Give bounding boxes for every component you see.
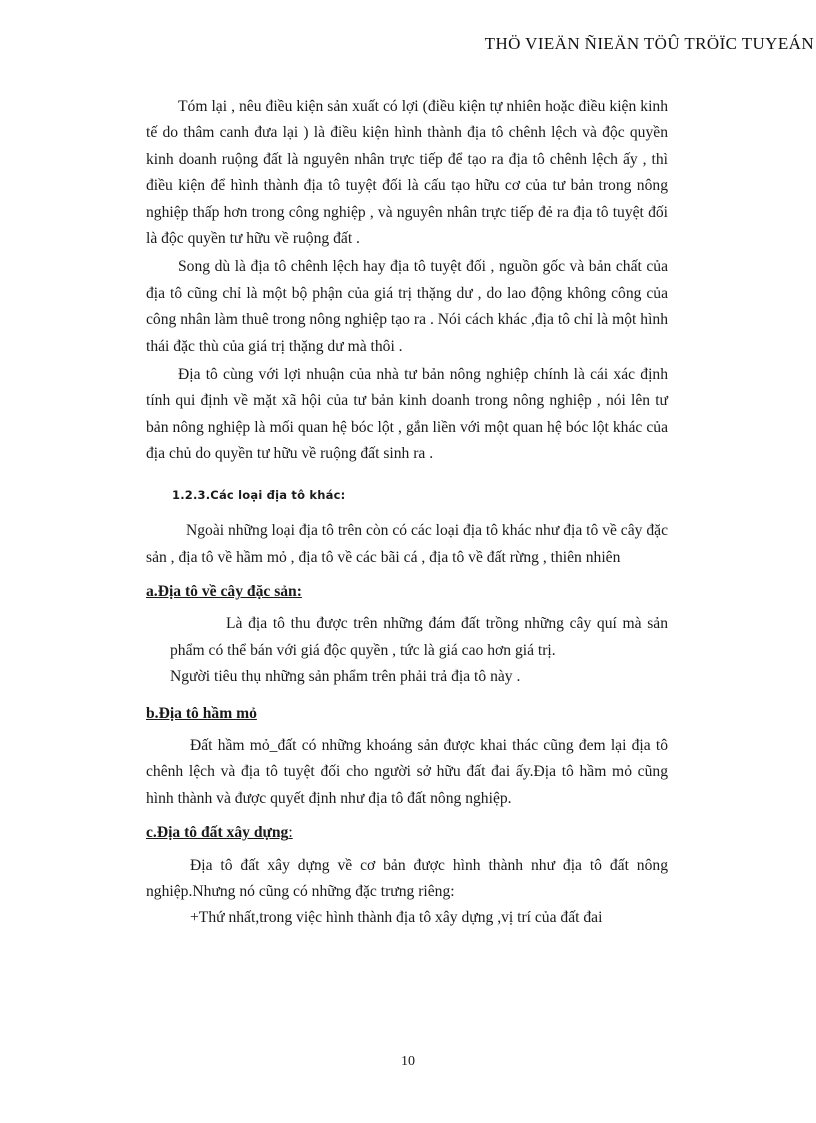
subsection-intro: Ngoài những loại địa tô trên còn có các loại địa tô khác như địa tô về cây đặc sản , địa tô về hầm mỏ , địa tô về các bãi cá , địa tô về đất rừng , thiên nhiên	[146, 522, 668, 566]
section-a-body	[146, 611, 668, 690]
section-b-paragraph: Đất hầm mỏ_đất có những khoáng sản được khai thác cũng đem lại địa tô chênh lệch và địa tô tuyệt đối cho người sở hữu đất đai ấy.Địa tô hầm mỏ cũng hình thành và được quyết định như địa tô đất nông nghiệp.	[146, 736, 668, 807]
document-body	[146, 94, 668, 932]
page-number: 10	[401, 1054, 415, 1069]
section-c-heading-text: c.Địa tô đất xây dựng	[146, 824, 289, 842]
section-c-heading	[146, 820, 668, 846]
subsection-title: 1.2.3.Các loại địa tô khác:	[172, 487, 346, 502]
section-a-paragraph: Là địa tô thu được trên những đám đất trồng những cây quí mà sản phẩm có thể bán với giá độc quyền , tức là giá cao hơn giá trị.	[170, 615, 668, 659]
section-a-heading: a.Địa tô về cây đặc sản:	[146, 582, 302, 600]
section-c-paragraph-2: +Thứ nhất,trong việc hình thành địa tô xây dựng ,vị trí của đất đai	[190, 909, 603, 927]
paragraph-origin: Song dù là địa tô chênh lệch hay địa tô tuyệt đối , nguồn gốc và bản chất của địa tô cũng chỉ là một bộ phận của giá trị thặng dư , do lao động không công của công nhân làm thuê trong nông nghiệp tạo ra . Nói cách khác ,địa tô chỉ là một hình thái đặc thù của giá trị thặng dư mà thôi .	[146, 258, 668, 355]
section-c-heading-colon: :	[288, 824, 293, 842]
section-c-paragraph: Địa tô đất xây dựng về cơ bản được hình thành như địa tô đất nông nghiệp.Nhưng nó cũng có những đặc trưng riêng:	[146, 856, 668, 900]
section-a-paragraph-2: Người tiêu thụ những sản phẩm trên phải trả địa tô này .	[170, 668, 521, 686]
running-header: THÖ VIEÄN ÑIEÄN TÖÛ TRÖÏC TUYEÁN	[484, 34, 814, 53]
section-b-heading: b.Địa tô hầm mỏ	[146, 704, 257, 722]
paragraph-relation: Địa tô cùng với lợi nhuận của nhà tư bản nông nghiệp chính là cái xác định tính qui định về mặt xã hội của tư bản kinh doanh trong nông nghiệp , nói lên tư bản nông nghiệp là mối quan hệ bóc lột , gắn liền với một quan hệ bóc lột khác của địa chủ do quyền tư hữu về ruộng đất sinh ra .	[146, 366, 668, 463]
paragraph-summary: Tóm lại , nêu điều kiện sản xuất có lợi (điều kiện tự nhiên hoặc điều kiện kinh tế do thâm canh đưa lại ) là điều kiện hình thành địa tô chênh lệch và độc quyền kinh doanh ruộng đất là nguyên nhân trực tiếp để tạo ra địa tô chênh lệch ấy , thì điều kiện để hình thành địa tô tuyệt đối là cấu tạo hữu cơ của tư bản trong nông nghiệp thấp hơn trong công nghiệp , và nguyên nhân trực tiếp đẻ ra địa tô tuyệt đối là độc quyền tư hữu về ruộng đất .	[146, 98, 668, 248]
